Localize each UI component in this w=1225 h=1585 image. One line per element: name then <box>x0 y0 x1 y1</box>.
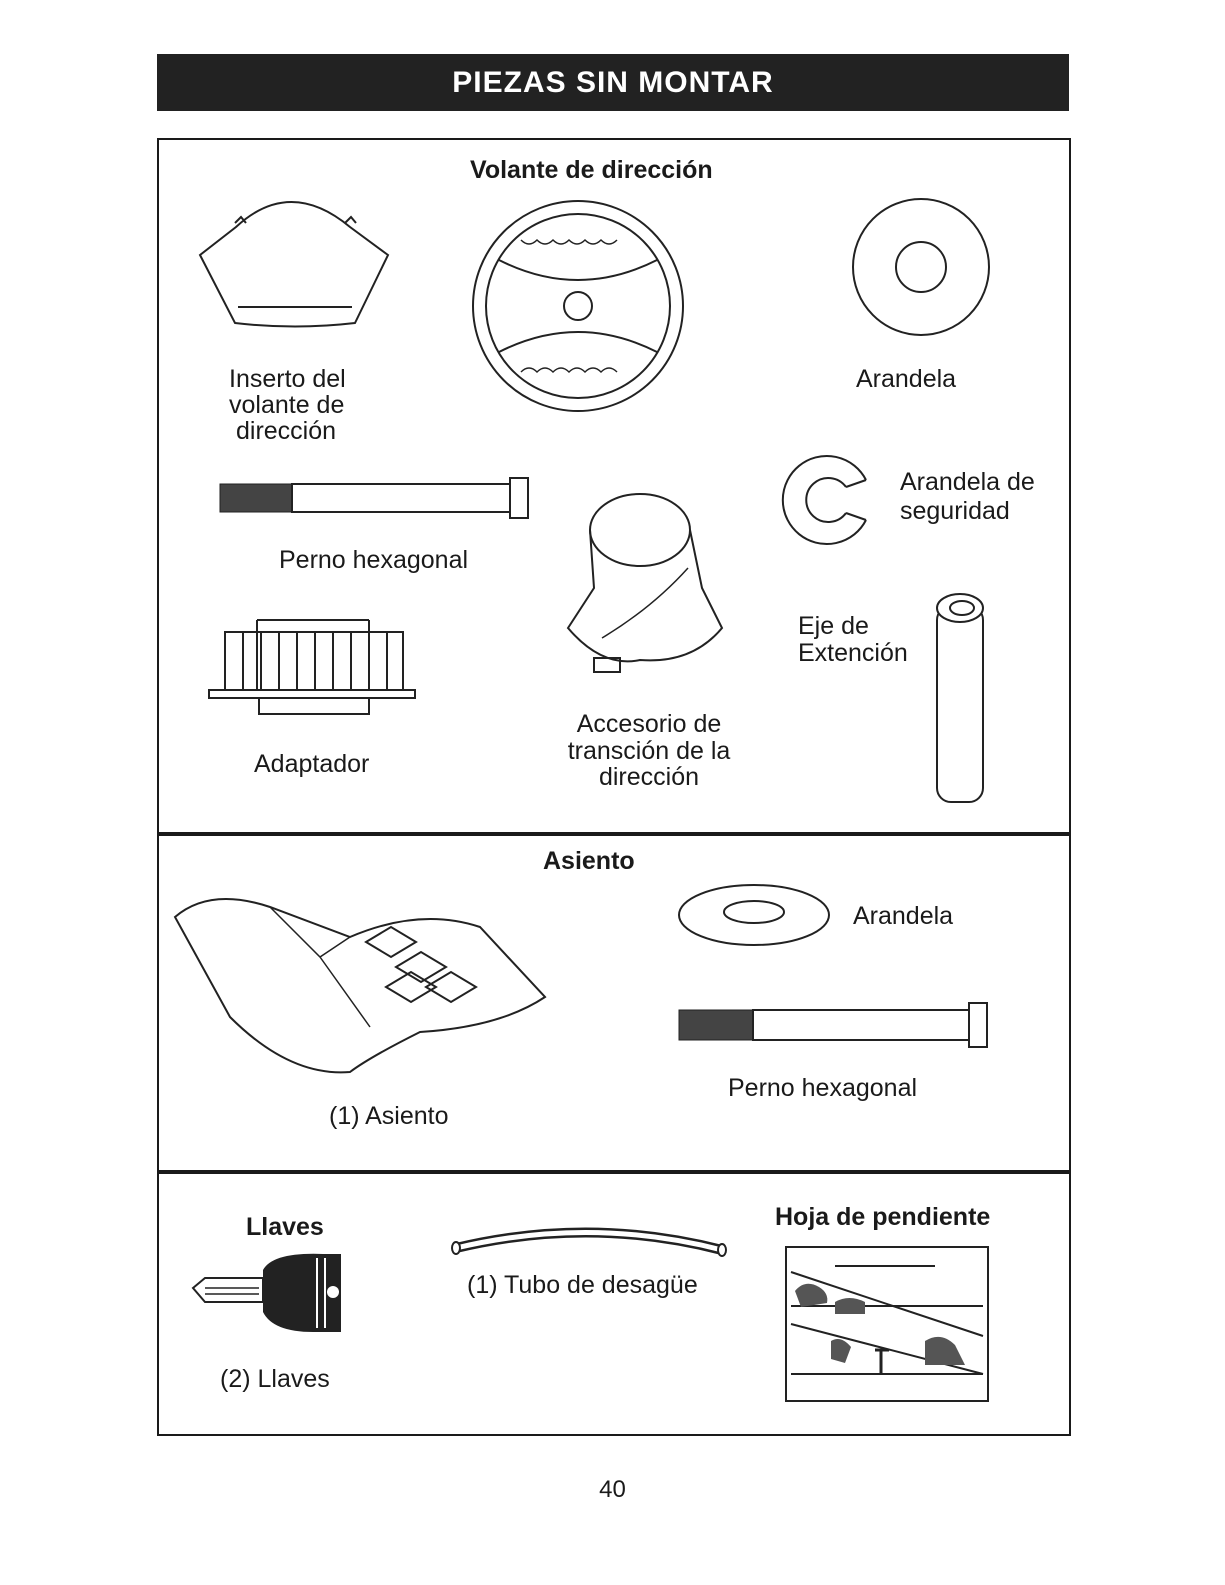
lock-washer-label-line1: Arandela de <box>900 468 1035 496</box>
shaft-label-line1: Eje de <box>798 612 869 640</box>
keys-heading: Llaves <box>246 1213 324 1241</box>
transition-label-line2: transción de la <box>567 737 731 765</box>
steering-insert-illustration <box>200 195 390 345</box>
transition-label-line3: dirección <box>598 763 700 791</box>
seat-washer-label: Arandela <box>853 902 954 930</box>
insert-label-line3: dirección <box>236 417 337 445</box>
extension-shaft-illustration <box>932 592 988 810</box>
hex-bolt-label: Perno hexagonal <box>279 546 469 574</box>
washer-label: Arandela <box>856 365 957 393</box>
drain-tube-label: (1) Tubo de desagüe <box>467 1271 698 1299</box>
drain-tube-illustration <box>450 1226 730 1266</box>
page-number: 40 <box>599 1476 626 1503</box>
keys-label: (2) Llaves <box>220 1365 330 1393</box>
insert-label-line2: volante de <box>229 391 345 419</box>
insert-label-line1: Inserto del <box>229 365 346 393</box>
transition-fitting-illustration <box>562 488 732 678</box>
slope-sheet-heading: Hoja de pendiente <box>775 1203 991 1231</box>
seat-hex-bolt-illustration <box>679 1001 989 1051</box>
lock-washer-illustration <box>782 450 878 546</box>
slope-sheet-illustration <box>785 1246 989 1402</box>
lock-washer-label-line2: seguridad <box>900 497 1010 525</box>
header-banner <box>157 54 1069 111</box>
adapter-label: Adaptador <box>254 750 370 778</box>
seat-washer-illustration <box>677 882 831 948</box>
transition-label-line1: Accesorio de <box>576 710 722 738</box>
hex-bolt-illustration <box>220 478 530 522</box>
seat-illustration <box>170 887 550 1082</box>
washer-illustration <box>851 197 991 337</box>
adapter-illustration <box>209 620 419 720</box>
steering-wheel-illustration <box>471 200 685 412</box>
steering-heading: Volante de dirección <box>470 156 713 184</box>
seat-label: (1) Asiento <box>329 1102 449 1130</box>
seat-heading: Asiento <box>543 847 635 875</box>
shaft-label-line2: Extención <box>798 639 908 667</box>
key-icon <box>193 1252 343 1334</box>
page-title: PIEZAS SIN MONTAR <box>452 65 774 99</box>
seat-hex-bolt-label: Perno hexagonal <box>728 1074 918 1102</box>
